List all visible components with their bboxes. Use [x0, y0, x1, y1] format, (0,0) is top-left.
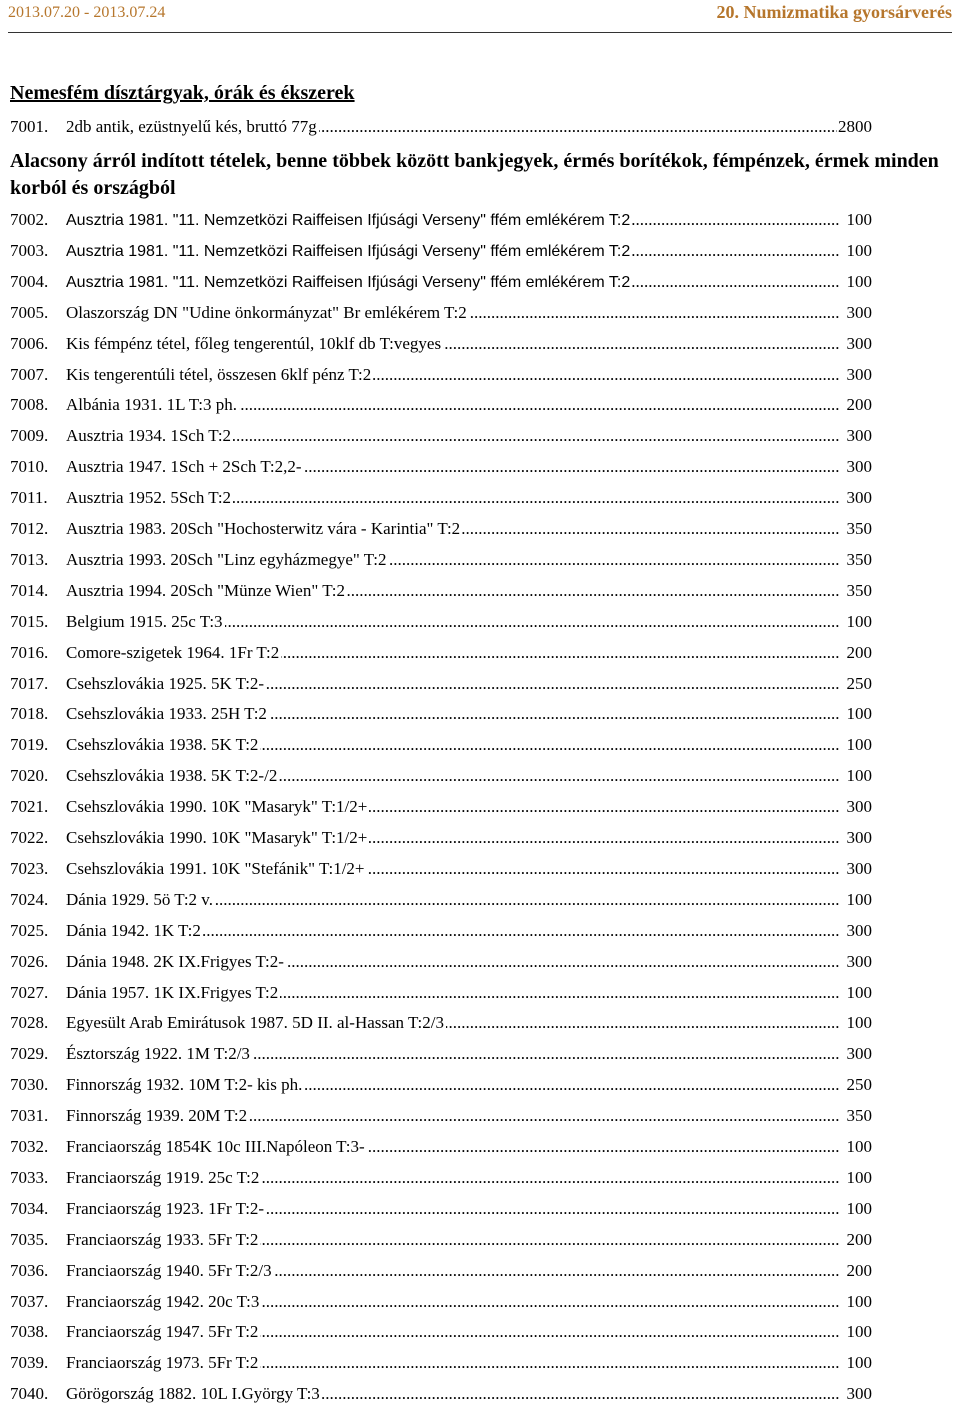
lot-description: Franciaország 1923. 1Fr T:2-: [66, 1198, 265, 1218]
lot-row: [10, 515, 872, 543]
lot-row: [10, 1349, 872, 1377]
lot-row: [10, 979, 872, 1007]
lot-row: [10, 484, 872, 512]
lot-description: Finnország 1939. 20M T:2: [66, 1106, 248, 1126]
lot-description: Franciaország 1919. 25c T:2: [66, 1167, 260, 1187]
lot-description: Csehszlovákia 1925. 5K T:2-: [66, 673, 265, 693]
lot-description: Kis fémpénz tétel, főleg tengerentúl, 10klf db T:vegyes: [66, 333, 442, 353]
lot-row: [10, 1318, 872, 1346]
lot-number: 7015.: [10, 611, 49, 631]
lot-description: Dánia 1957. 1K IX.Frigyes T:2: [66, 982, 279, 1002]
lot-description: Belgium 1915. 25c T:3: [66, 611, 223, 631]
lot-price: 200: [846, 1260, 872, 1280]
lot-description: Dánia 1942. 1K T:2: [66, 920, 201, 940]
lot-description: Csehszlovákia 1938. 5K T:2: [66, 735, 259, 755]
lot-row: [10, 577, 872, 605]
lot-row: [10, 268, 872, 296]
lot-description: 2db antik, ezüstnyelű kés, bruttó 77g: [66, 117, 317, 136]
lot-row: [10, 1040, 872, 1068]
lot-description: Ausztria 1994. 20Sch "Münze Wien" T:2: [66, 580, 345, 600]
lot-row: [10, 917, 872, 945]
lot-number: 7003.: [10, 240, 49, 260]
lot-number: 7025.: [10, 920, 49, 940]
lot-price: 250: [846, 673, 872, 693]
lot-price: 100: [846, 766, 872, 786]
lot-price: 300: [846, 302, 872, 322]
lot-price: 300: [846, 457, 872, 477]
lot-description: Észtország 1922. 1M T:2/3: [66, 1044, 250, 1064]
lot-number: 7038.: [10, 1322, 49, 1342]
lot-description: Ausztria 1993. 20Sch "Linz egyházmegye" T:2: [66, 549, 387, 569]
lot-number: 7006.: [10, 333, 49, 353]
section-title-low-start: Alacsony árról indított tételek, benne többek között bankjegyek, érmés borítékok, fémpénzek, érmek minden korból és országból: [10, 150, 939, 199]
lot-description: Kis tengerentúli tétel, összesen 6klf pénz T:2: [66, 364, 372, 384]
lot-description: Dánia 1929. 5ö T:2 v.: [66, 889, 213, 909]
lot-number: 7011.: [10, 488, 48, 508]
lot-row: [10, 237, 872, 265]
lot-price: 100: [846, 1013, 872, 1033]
lot-description: Csehszlovákia 1990. 10K "Masaryk" T:1/2+: [66, 828, 368, 847]
lot-description: Ausztria 1952. 5Sch T:2: [66, 488, 232, 508]
lot-number: 7036.: [10, 1260, 49, 1280]
lot-number: 7026.: [10, 951, 49, 971]
lot-row: [10, 793, 872, 821]
lot-number: 7016.: [10, 642, 49, 662]
lot-number: 7014.: [10, 580, 49, 600]
lot-number: 7021.: [10, 797, 49, 817]
lot-row: [10, 546, 872, 574]
lot-number: 7027.: [10, 982, 49, 1002]
lot-row: [10, 330, 872, 358]
lot-row: [10, 670, 872, 698]
lot-description: Franciaország 1973. 5Fr T:2: [66, 1353, 259, 1373]
lot-row: [10, 608, 872, 636]
lot-description: Comore-szigetek 1964. 1Fr T:2: [66, 642, 280, 662]
lot-price: 350: [846, 1106, 872, 1126]
lot-row: [10, 1133, 872, 1161]
lot-row: [10, 824, 872, 852]
lot-description: Ausztria 1934. 1Sch T:2: [66, 426, 232, 446]
lot-number: 7037.: [10, 1291, 49, 1311]
lot-number: 7030.: [10, 1075, 49, 1095]
lot-price: 300: [846, 797, 872, 817]
lot-row: [10, 1380, 872, 1408]
lot-row: [10, 762, 872, 790]
lot-price: 300: [846, 858, 872, 878]
lot-description: Franciaország 1942. 20c T:3: [66, 1291, 260, 1311]
lot-number: 7012.: [10, 519, 49, 538]
page-header: [8, 2, 952, 33]
lot-row: [10, 1071, 872, 1099]
lot-description: Ausztria 1981. "11. Nemzetközi Raiffeisen Ifjúsági Verseny" ffém emlékérem T:2: [66, 212, 631, 229]
lot-row: [10, 422, 872, 450]
lot-row: [10, 1226, 872, 1254]
lot-price: 100: [846, 611, 872, 631]
lot-price: 300: [846, 1384, 872, 1404]
lot-price: 300: [846, 364, 872, 384]
lot-description: Dánia 1948. 2K IX.Frigyes T:2-: [66, 951, 284, 971]
lot-row: [10, 1102, 872, 1130]
lot-number: 7010.: [10, 457, 49, 477]
lot-description: Franciaország 1933. 5Fr T:2: [66, 1229, 259, 1249]
lot-row: [10, 1195, 872, 1223]
lot-price: 300: [846, 920, 872, 940]
lot-price: 300: [846, 951, 872, 971]
lot-number: 7022.: [10, 828, 49, 847]
lot-number: 7032.: [10, 1137, 49, 1156]
lot-price: 200: [846, 1229, 872, 1249]
auction-title: 20. Numizmatika gyorsárverés: [716, 2, 952, 22]
lot-row: [10, 1009, 872, 1037]
lot-price: 2800: [838, 117, 872, 136]
lot-number: 7013.: [10, 549, 49, 569]
lot-number: 7031.: [10, 1106, 49, 1126]
lot-price: 100: [846, 271, 872, 291]
lot-row: [10, 299, 872, 327]
lot-description: Görögország 1882. 10L I.György T:3: [66, 1384, 320, 1404]
lot-row: [10, 206, 872, 234]
lot-price: 200: [846, 642, 872, 662]
lot-row: [10, 1164, 872, 1192]
lot-description: Csehszlovákia 1933. 25H T:2: [66, 704, 267, 724]
lot-price: 100: [846, 240, 872, 260]
lot-number: 7039.: [10, 1353, 49, 1373]
lot-price: 200: [846, 395, 872, 415]
lot-price: 100: [846, 1167, 872, 1187]
lot-price: 350: [846, 549, 872, 569]
lot-row: [10, 700, 872, 728]
lot-number: 7028.: [10, 1013, 49, 1033]
lot-row: [10, 886, 872, 914]
lot-description: Ausztria 1981. "11. Nemzetközi Raiffeisen Ifjúsági Verseny" ffém emlékérem T:2: [66, 273, 631, 291]
lot-number: 7019.: [10, 735, 49, 755]
lot-description: Csehszlovákia 1991. 10K "Stefánik" T:1/2+: [66, 858, 365, 878]
lot-price: 100: [846, 735, 872, 755]
lot-description: Finnország 1932. 10M T:2- kis ph.: [66, 1075, 303, 1095]
lot-number: 7029.: [10, 1044, 49, 1064]
lot-price: 350: [846, 580, 872, 600]
lot-number: 7034.: [10, 1198, 49, 1218]
lot-row: [10, 1257, 872, 1285]
lot-row: [10, 391, 872, 419]
lot-number: 7002.: [10, 210, 49, 229]
lot-description: Csehszlovákia 1990. 10K "Masaryk" T:1/2+: [66, 797, 368, 817]
lot-price: 350: [846, 519, 872, 538]
lot-description: Egyesült Arab Emirátusok 1987. 5D II. al-Hassan T:2/3: [66, 1013, 444, 1033]
lot-description: Ausztria 1947. 1Sch + 2Sch T:2,2-: [66, 457, 302, 477]
lot-price: 300: [846, 1044, 872, 1064]
lot-description: Ausztria 1981. "11. Nemzetközi Raiffeisen Ifjúsági Verseny" ffém emlékérem T:2: [66, 242, 631, 260]
lot-number: 7001.: [10, 117, 49, 136]
lot-row: [10, 731, 872, 759]
lot-number: 7018.: [10, 704, 49, 724]
lot-price: 100: [846, 210, 872, 229]
lot-number: 7009.: [10, 426, 49, 446]
lot-number: 7017.: [10, 673, 49, 693]
lot-number: 7023.: [10, 858, 49, 878]
lot-row: [10, 948, 872, 976]
lot-description: Franciaország 1854K 10c III.Napóleon T:3-: [66, 1137, 365, 1156]
lot-price: 100: [846, 1322, 872, 1342]
lot-description: Ausztria 1983. 20Sch "Hochosterwitz vára - Karintia" T:2: [66, 519, 461, 538]
lot-price: 250: [846, 1075, 872, 1095]
lot-price: 100: [846, 704, 872, 724]
lot-price: 300: [846, 426, 872, 446]
lot-number: 7033.: [10, 1167, 49, 1187]
lot-price: 100: [846, 1198, 872, 1218]
lot-number: 7040.: [10, 1384, 49, 1404]
section-title-precious-metal: Nemesfém dísztárgyak, órák és ékszerek: [10, 82, 355, 104]
lot-description: Franciaország 1940. 5Fr T:2/3: [66, 1260, 272, 1280]
lot-price: 300: [846, 333, 872, 353]
lot-description: Franciaország 1947. 5Fr T:2: [66, 1322, 259, 1342]
lot-price: 100: [846, 889, 872, 909]
date-range: 2013.07.20 - 2013.07.24: [8, 4, 166, 21]
lot-number: 7035.: [10, 1229, 49, 1249]
lot-row: [10, 453, 872, 481]
lot-row: [10, 1288, 872, 1316]
lot-number: 7024.: [10, 889, 49, 909]
lot-number: 7020.: [10, 766, 49, 786]
lot-price: 100: [846, 1353, 872, 1373]
lot-price: 100: [846, 982, 872, 1002]
lot-price: 300: [846, 488, 872, 508]
lot-price: 300: [846, 828, 872, 847]
lot-description: Albánia 1931. 1L T:3 ph.: [66, 395, 238, 415]
lot-number: 7004.: [10, 271, 49, 291]
lot-row: [10, 639, 872, 667]
lot-row: [10, 855, 872, 883]
lot-row: [10, 361, 872, 389]
lot-row: [10, 113, 872, 141]
lot-number: 7007.: [10, 364, 49, 384]
lot-price: 100: [846, 1137, 872, 1156]
lot-number: 7005.: [10, 302, 49, 322]
lot-number: 7008.: [10, 395, 49, 415]
lot-price: 100: [846, 1291, 872, 1311]
lot-description: Olaszország DN "Udine önkormányzat" Br emlékérem T:2: [66, 302, 467, 322]
lot-description: Csehszlovákia 1938. 5K T:2-/2: [66, 766, 278, 786]
